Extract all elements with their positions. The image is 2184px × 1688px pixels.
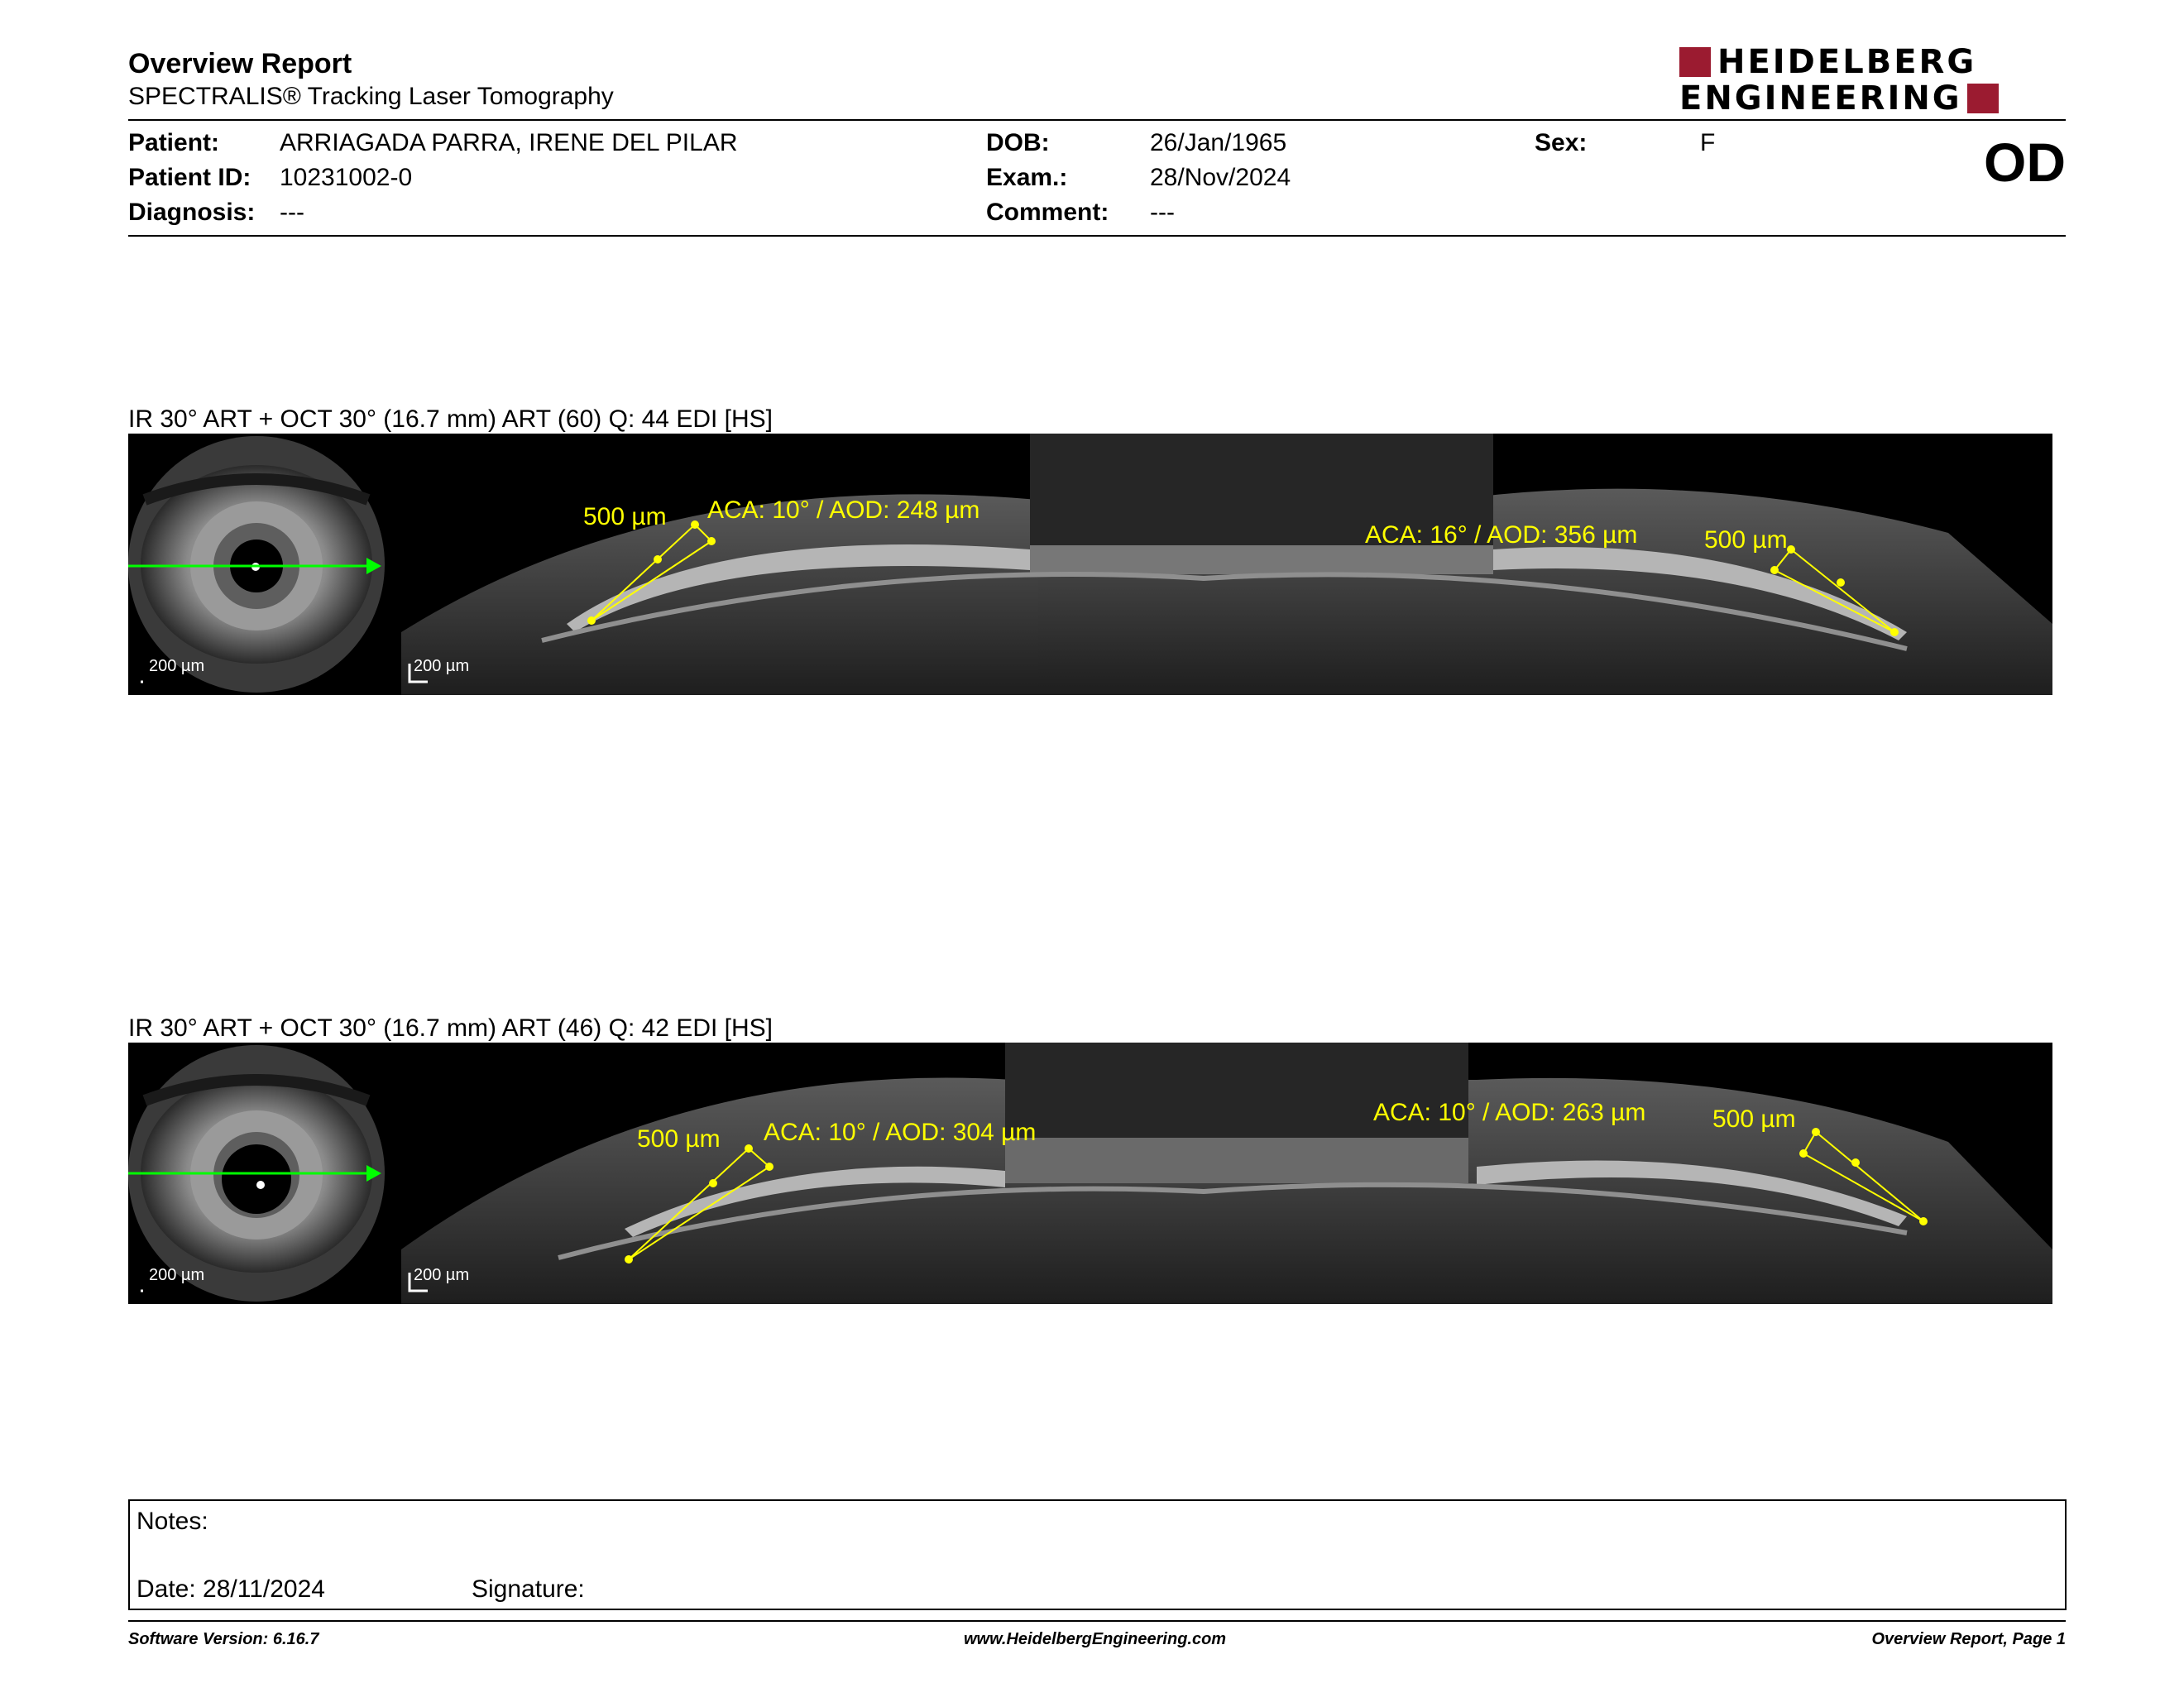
oct-scan-panel [128, 1043, 2052, 1304]
exam-label: Exam.: [986, 164, 1068, 191]
ir-scale-label: 200 µm [149, 657, 205, 675]
patient-name: ARRIAGADA PARRA, IRENE DEL PILAR [280, 129, 738, 156]
ir-scale-label: 200 µm [149, 1266, 205, 1284]
software-version: Software Version: 6.16.7 [128, 1630, 319, 1648]
left-angle-label: ACA: 10° / AOD: 248 µm [707, 496, 980, 524]
sex-value: F [1700, 129, 1716, 156]
scan-title: IR 30° ART + OCT 30° (16.7 mm) ART (60) Q: 44 EDI [HS] [128, 405, 774, 433]
comment-value: --- [1150, 199, 1175, 226]
report-subtitle: SPECTRALIS® Tracking Laser Tomography [128, 83, 614, 110]
logo-line1: HEIDELBERG [1717, 43, 1977, 81]
left-length-label: 500 µm [583, 503, 667, 530]
oct-scale-label: 200 µm [414, 1266, 470, 1284]
patient-id-label: Patient ID: [128, 164, 251, 191]
dob-label: DOB: [986, 129, 1050, 156]
scan-title: IR 30° ART + OCT 30° (16.7 mm) ART (46) Q: 42 EDI [HS] [128, 1014, 774, 1042]
oct-scale-label: 200 µm [414, 657, 470, 675]
logo-square-icon [1679, 47, 1711, 77]
left-length-label: 500 µm [637, 1125, 721, 1153]
dob-value: 26/Jan/1965 [1150, 129, 1287, 156]
footer-divider [128, 1620, 2066, 1622]
notes-box [128, 1499, 2067, 1610]
diagnosis-label: Diagnosis: [128, 199, 256, 226]
page-number: Overview Report, Page 1 [1871, 1630, 2066, 1648]
logo-line2: ENGINEERING [1679, 79, 1962, 117]
oct-scan-panel [128, 434, 2052, 695]
oct-bscan-image [401, 434, 2052, 695]
patient-id: 10231002-0 [280, 164, 413, 191]
header-divider [128, 119, 2066, 121]
patient-divider [128, 235, 2066, 237]
sex-label: Sex: [1535, 129, 1588, 156]
patient-label: Patient: [128, 129, 220, 156]
logo-square-icon [1967, 84, 1999, 113]
ir-fundus-image [128, 436, 385, 693]
eye-laterality: OD [1984, 132, 2066, 193]
website-link[interactable]: www.HeidelbergEngineering.com [964, 1630, 1227, 1648]
diagnosis-value: --- [280, 199, 304, 226]
right-angle-label: ACA: 16° / AOD: 356 µm [1365, 521, 1638, 549]
right-length-label: 500 µm [1712, 1105, 1796, 1133]
report-title: Overview Report [128, 48, 352, 79]
heidelberg-logo [1679, 43, 2068, 117]
notes-label: Notes: [136, 1508, 208, 1535]
right-length-label: 500 µm [1704, 526, 1788, 554]
signature-label: Signature: [472, 1575, 585, 1603]
date-label: Date: 28/11/2024 [136, 1575, 325, 1603]
exam-date: 28/Nov/2024 [1150, 164, 1291, 191]
left-angle-label: ACA: 10° / AOD: 304 µm [764, 1119, 1037, 1146]
oct-bscan-image [401, 1043, 2052, 1304]
right-angle-label: ACA: 10° / AOD: 263 µm [1373, 1099, 1646, 1126]
comment-label: Comment: [986, 199, 1109, 226]
